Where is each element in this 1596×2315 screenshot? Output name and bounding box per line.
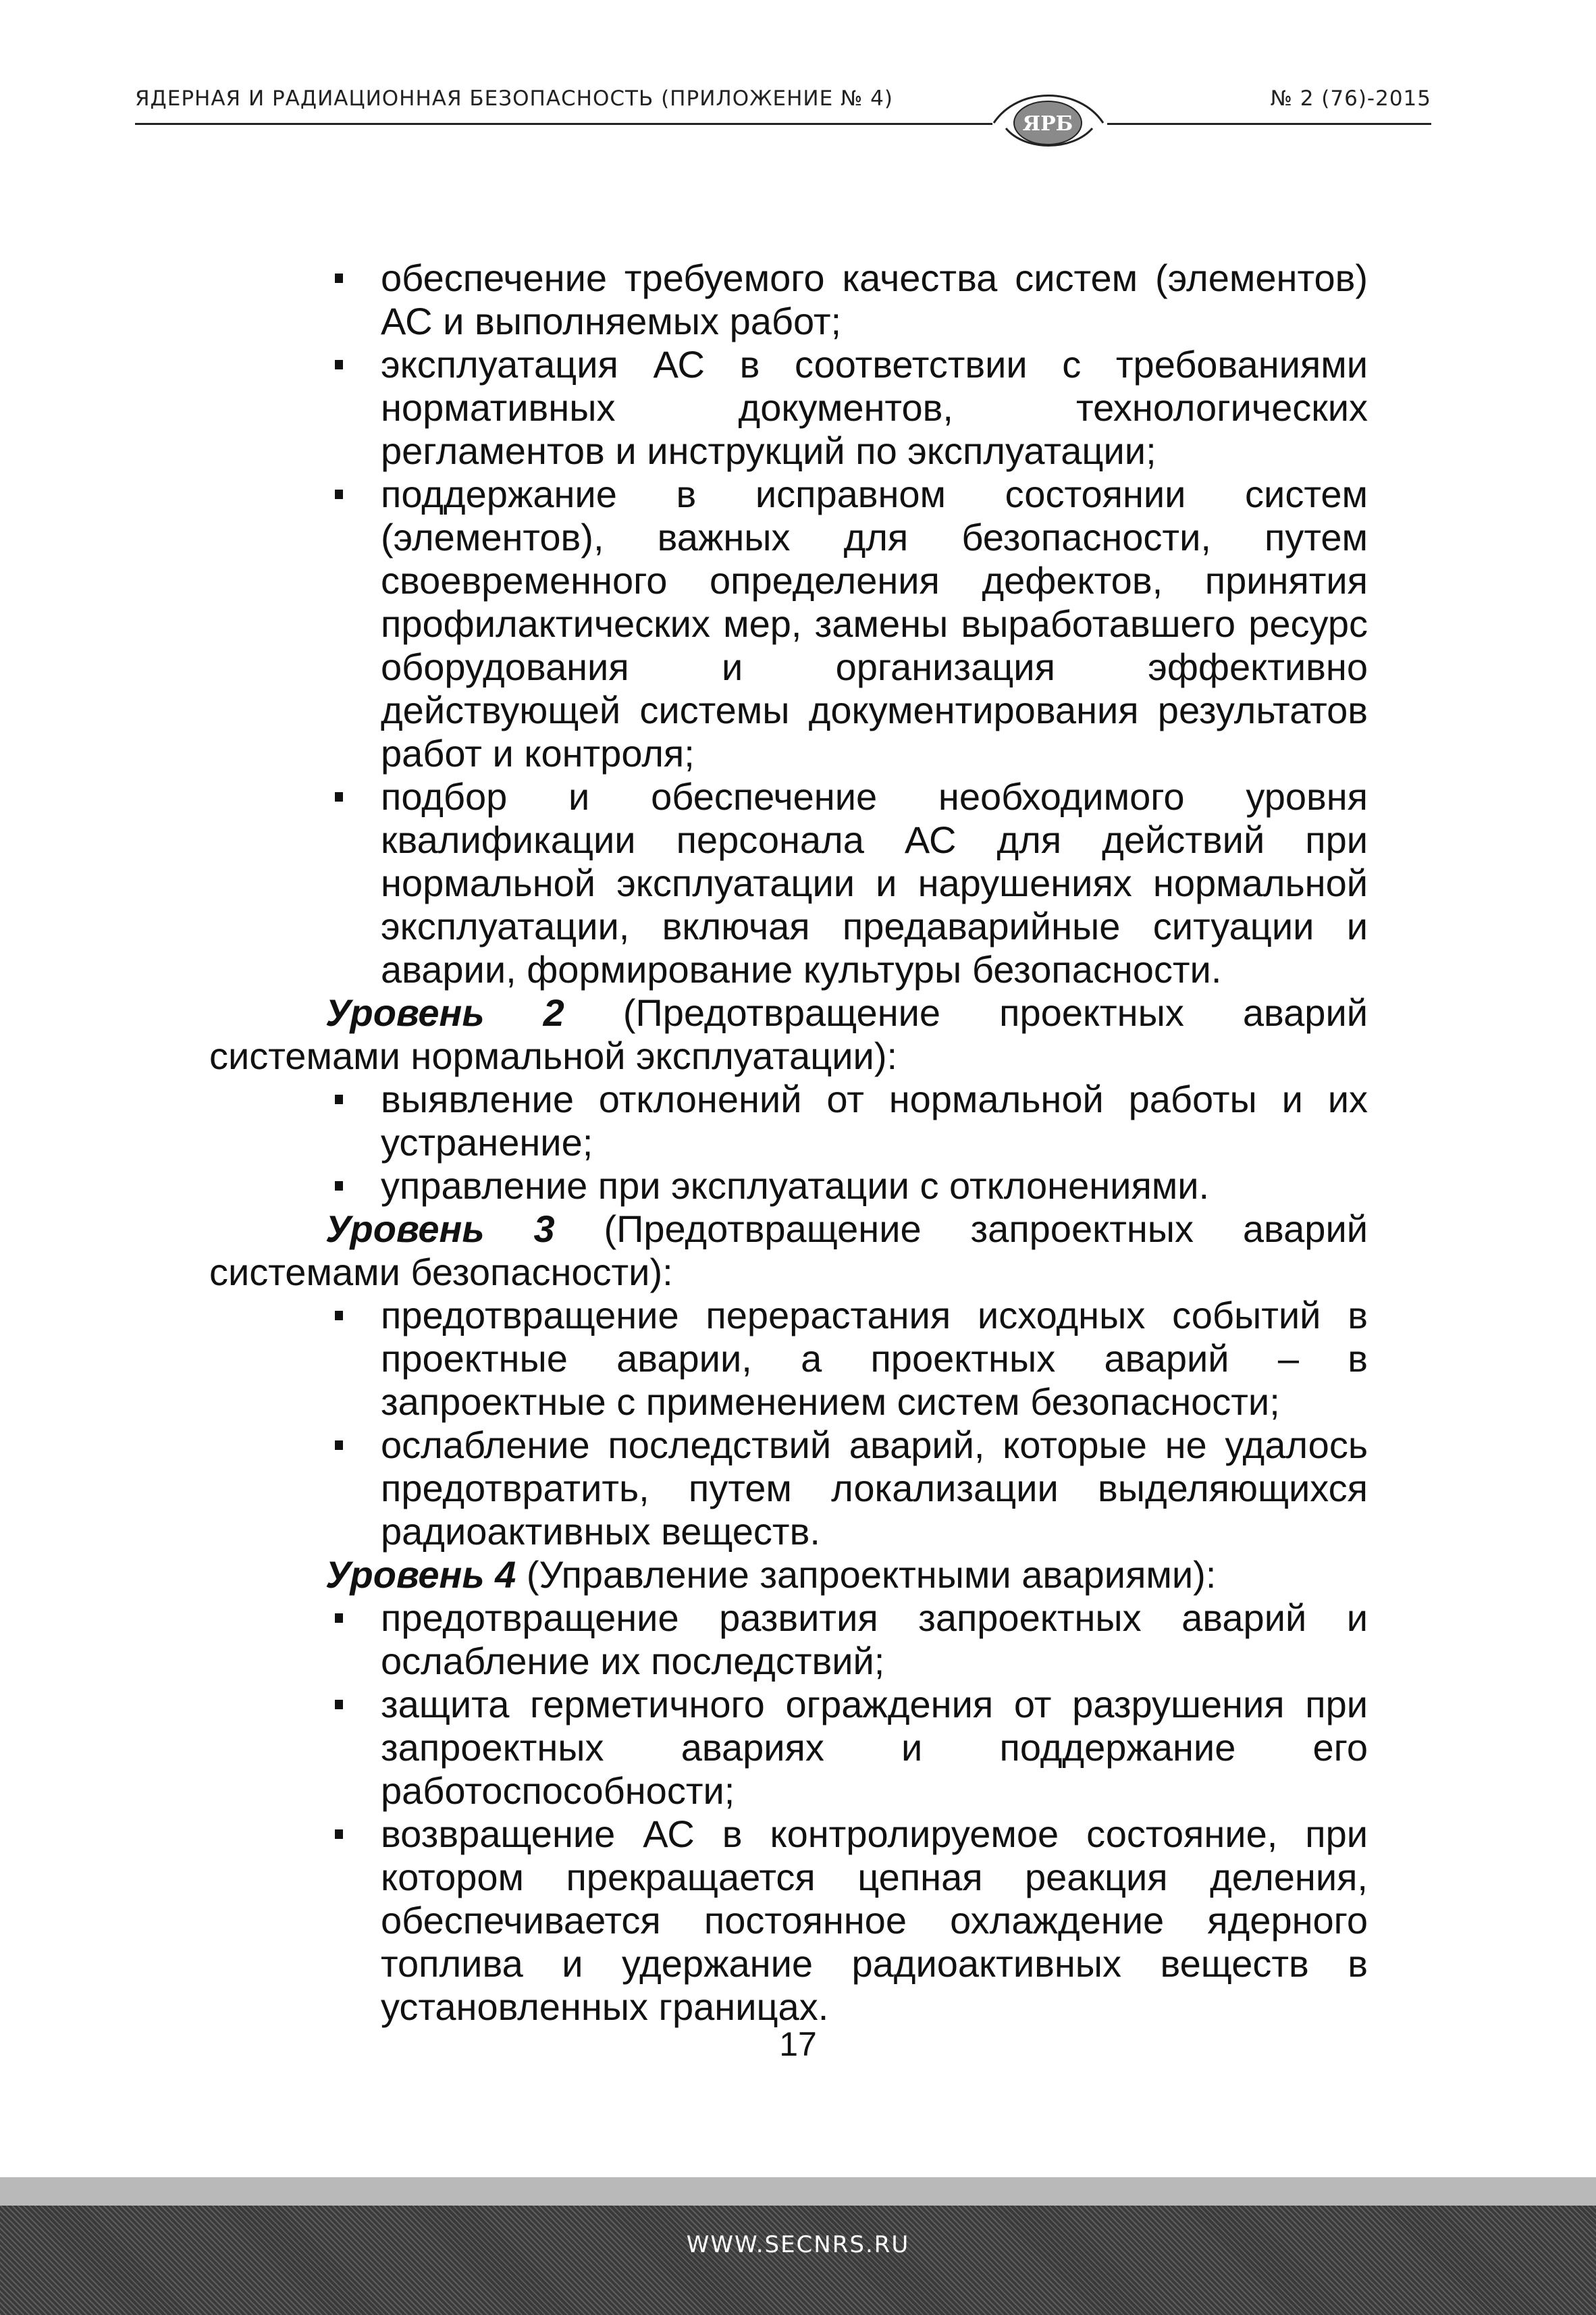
footer-url: WWW.SECNRS.RU <box>686 2231 910 2258</box>
bullet-icon <box>335 1181 343 1191</box>
list-item: предотвращение перерастания исходных событий в проектные аварии, а проектных аварий – в запроектные с применением систем безопасности; <box>209 1294 1368 1424</box>
journal-title: ЯДЕРНАЯ И РАДИАЦИОННАЯ БЕЗОПАСНОСТЬ (ПРИЛОЖЕНИЕ № 4) <box>135 86 893 111</box>
bullet-icon <box>335 360 343 369</box>
header-rule-right <box>1107 123 1431 125</box>
footer-bar <box>0 2206 1596 2315</box>
logo-lettering: ЯРБ <box>1022 112 1073 136</box>
list-item: поддержание в исправном состоянии систем (элементов), важных для безопасности, путем своевременного определения дефектов, принятия профилактических мер, замены выработавшего ресурс оборудования и организация эффективно действующей системы документирования результатов работ и контроля; <box>209 473 1368 775</box>
bullet-icon <box>335 1829 343 1839</box>
header-rule-left <box>135 123 992 125</box>
bullet-icon <box>335 1095 343 1104</box>
list-item: подбор и обеспечение необходимого уровня квалификации персонала АС для действий при нормальной эксплуатации и нарушениях нормальной эксплуатации, включая предаварийные ситуации и аварии, формирование культуры безопасности. <box>209 775 1368 991</box>
footer-band <box>0 2177 1596 2206</box>
page-number: 17 <box>779 2025 817 2063</box>
level-3-label: Уровень 3 <box>325 1207 555 1250</box>
list-item: защита герметичного ограждения от разрушения при запроектных авариях и поддержание его работоспособности; <box>209 1683 1368 1813</box>
main-text <box>209 257 1368 2029</box>
list-item: выявление отклонений от нормальной работы и их устранение; <box>209 1078 1368 1164</box>
bullet-icon <box>335 274 343 283</box>
level-2-paragraph: Уровень 2 (Предотвращение проектных аварий системами нормальной эксплуатации): <box>209 991 1368 1077</box>
bullet-icon <box>335 1613 343 1623</box>
bullet-icon <box>335 1700 343 1709</box>
level-2-label: Уровень 2 <box>325 991 564 1034</box>
list-item: обеспечение требуемого качества систем (элементов) АС и выполняемых работ; <box>209 257 1368 343</box>
list-item: возвращение АС в контролируемое состояние, при котором прекращается цепная реакция деления, обеспечивается постоянное охлаждение ядерного топлива и удержание радиоактивных веществ в установленных границах. <box>209 1813 1368 2029</box>
running-header <box>135 86 1431 127</box>
bullet-icon <box>335 1440 343 1450</box>
issue-number: № 2 (76)-2015 <box>1270 86 1431 111</box>
list-item: ослабление последствий аварий, которые не удалось предотвратить, путем локализации выделяющихся радиоактивных веществ. <box>209 1424 1368 1553</box>
bullet-icon <box>335 1311 343 1320</box>
list-item: предотвращение развития запроектных аварий и ослабление их последствий; <box>209 1596 1368 1683</box>
bullet-icon <box>335 490 343 499</box>
list-item: управление при эксплуатации с отклонениями. <box>209 1164 1368 1207</box>
list-item: эксплуатация АС в соответствии с требованиями нормативных документов, технологических регламентов и инструкций по эксплуатации; <box>209 343 1368 473</box>
journal-logo <box>991 78 1106 159</box>
level-4-label: Уровень 4 <box>325 1553 516 1596</box>
level-4-paragraph: Уровень 4 (Управление запроектными авариями): <box>325 1553 1217 1596</box>
bullet-icon <box>335 792 343 802</box>
level-3-paragraph: Уровень 3 (Предотвращение запроектных аварий системами безопасности): <box>209 1207 1368 1293</box>
